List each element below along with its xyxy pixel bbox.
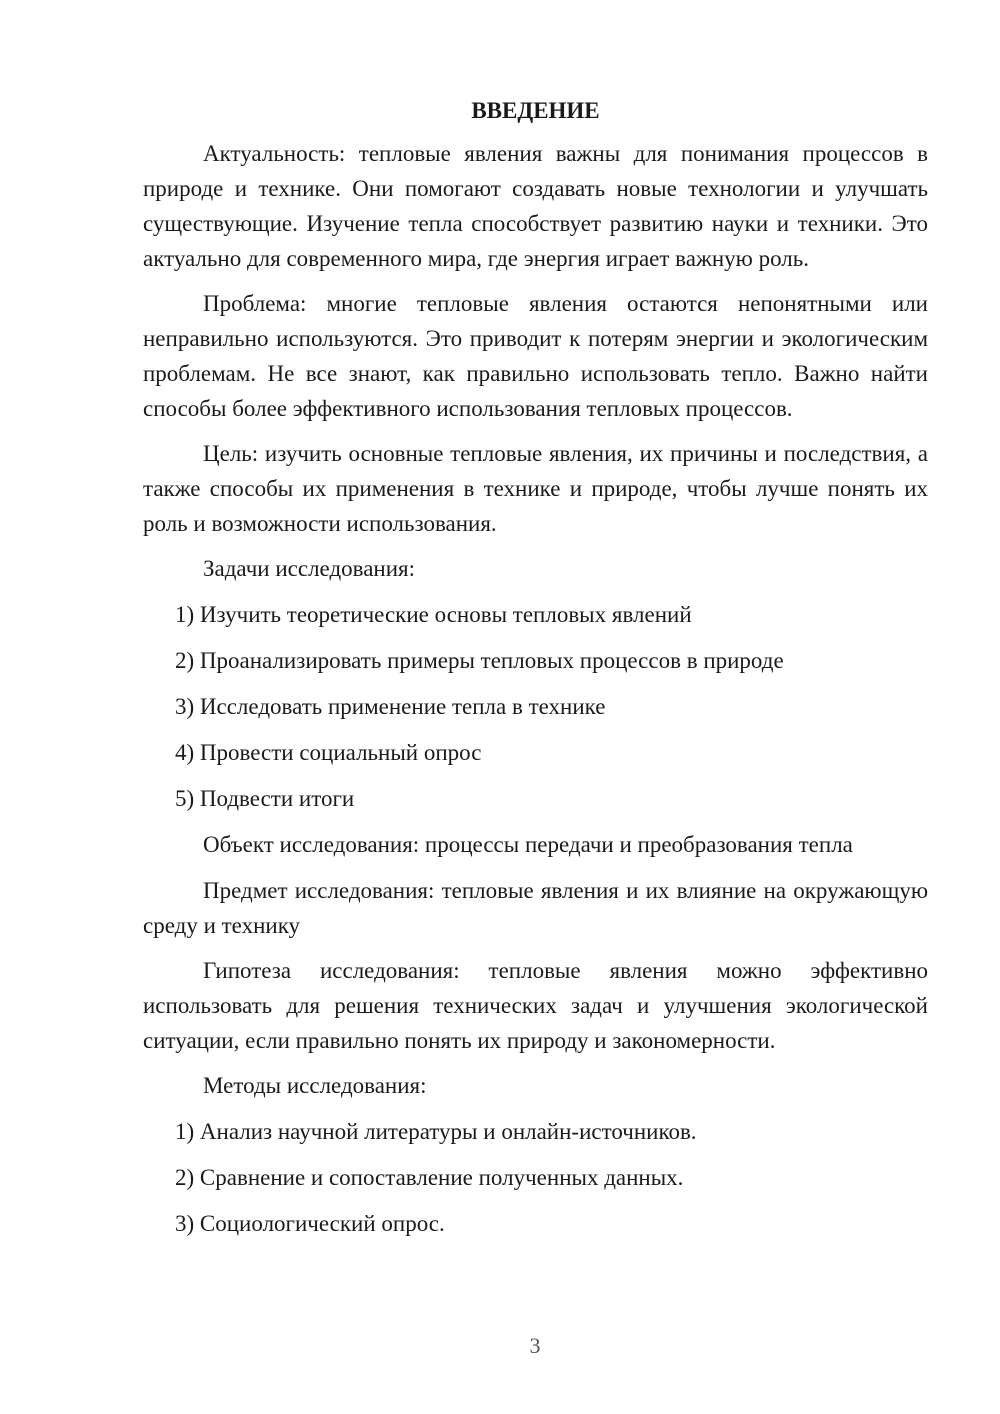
problem-paragraph: Проблема: многие тепловые явления остаются непонятными или неправильно используются. Это приводит к потерям энергии и экологическим проблемам. Не все знают, как правильно использовать тепло. Важно найти способы более эффективного использования тепловых процессов. bbox=[143, 291, 928, 421]
task-item: 2) Проанализировать примеры тепловых процессов в природе bbox=[175, 648, 784, 673]
subject-paragraph: Предмет исследования: тепловые явления и их влияние на окружающую среду и технику bbox=[143, 878, 928, 938]
goal-paragraph: Цель: изучить основные тепловые явления, их причины и последствия, а также способы их применения в технике и природе, чтобы лучше понять их роль и возможности использования. bbox=[143, 441, 928, 536]
page-title: ВВЕДЕНИЕ bbox=[471, 98, 600, 123]
hypothesis-paragraph: Гипотеза исследования: тепловые явления можно эффективно использовать для решения технических задач и улучшения экологической ситуации, если правильно понять их природу и закономерности. bbox=[143, 958, 928, 1053]
task-item: 1) Изучить теоретические основы тепловых явлений bbox=[175, 602, 692, 627]
relevance-paragraph: Актуальность: тепловые явления важны для понимания процессов в природе и технике. Они помогают создавать новые технологии и улучшать существующие. Изучение тепла способствует развитию науки и техники. Это актуально для современного мира, где энергия играет важную роль. bbox=[143, 141, 928, 271]
page-number: 3 bbox=[529, 1333, 541, 1358]
task-item: 3) Исследовать применение тепла в технике bbox=[175, 694, 606, 719]
document-page bbox=[143, 96, 928, 1252]
method-item: 2) Сравнение и сопоставление полученных данных. bbox=[175, 1165, 684, 1190]
object-paragraph: Объект исследования: процессы передачи и преобразования тепла bbox=[203, 832, 853, 857]
method-item: 3) Социологический опрос. bbox=[175, 1211, 445, 1236]
task-item: 5) Подвести итоги bbox=[175, 786, 355, 811]
task-item: 4) Провести социальный опрос bbox=[175, 740, 482, 765]
tasks-label: Задачи исследования: bbox=[203, 556, 416, 581]
methods-label: Методы исследования: bbox=[203, 1073, 427, 1098]
method-item: 1) Анализ научной литературы и онлайн-источников. bbox=[175, 1119, 697, 1144]
